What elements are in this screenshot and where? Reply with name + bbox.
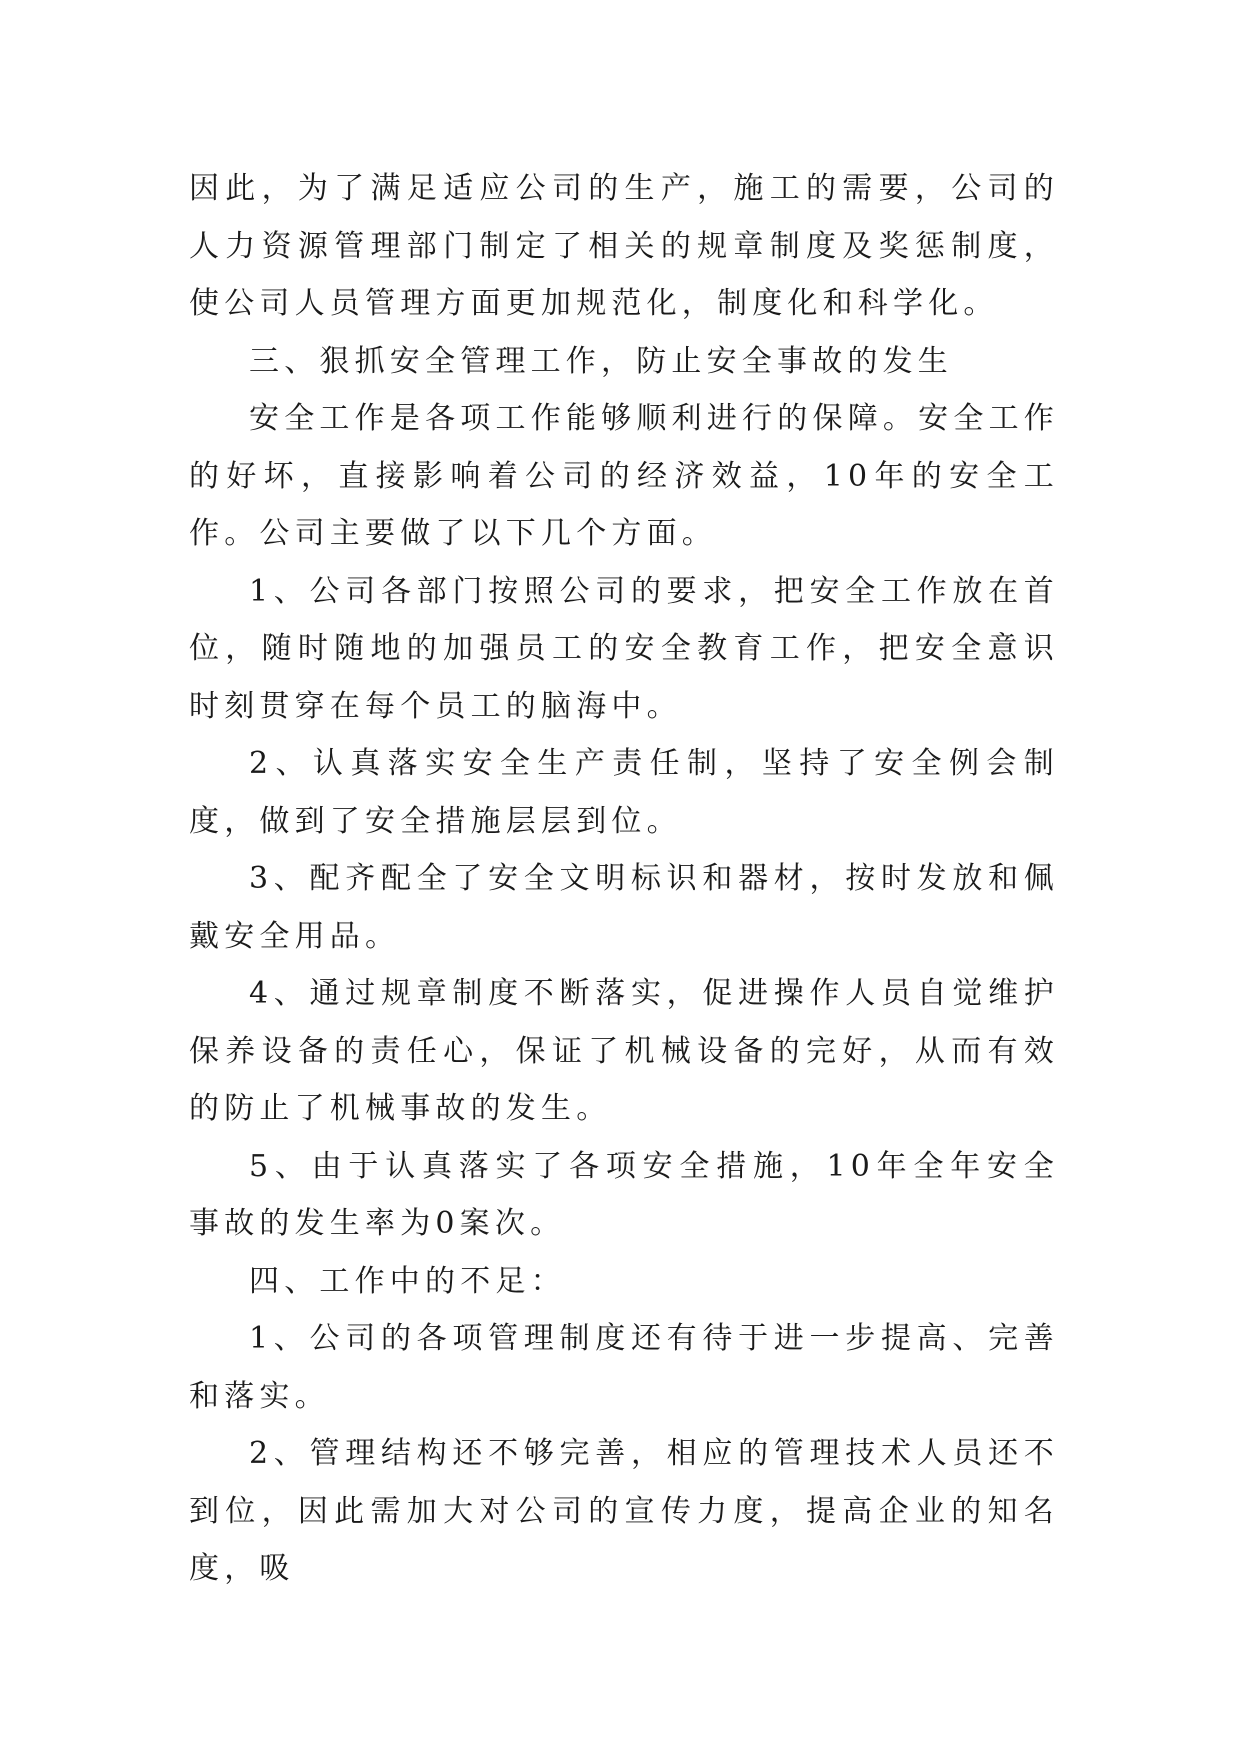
list-item-safety-5: 5、由于认真落实了各项安全措施，10年全年安全事故的发生率为0案次。 xyxy=(189,1148,1059,1241)
list-item-safety-4: 4、通过规章制度不断落实，促进操作人员自觉维护保养设备的责任心，保证了机械设备的完好，从而有效的防止了机械事故的发生。 xyxy=(189,976,1059,1126)
body-text xyxy=(189,160,1059,1598)
paragraph-hr-summary: 因此，为了满足适应公司的生产，施工的需要，公司的人力资源管理部门制定了相关的规章制度及奖惩制度，使公司人员管理方面更加规范化，制度化和科学化。 xyxy=(189,171,1059,321)
paragraph-safety-intro: 安全工作是各项工作能够顺利进行的保障。安全工作的好坏，直接影响着公司的经济效益，10年的安全工作。公司主要做了以下几个方面。 xyxy=(189,401,1059,551)
list-item-safety-2: 2、认真落实安全生产责任制，坚持了安全例会制度，做到了安全措施层层到位。 xyxy=(189,746,1059,839)
list-item-safety-3: 3、配齐配全了安全文明标识和器材，按时发放和佩戴安全用品。 xyxy=(189,861,1059,954)
list-item-shortcoming-2: 2、管理结构还不够完善，相应的管理技术人员还不到位，因此需加大对公司的宣传力度，提高企业的知名度，吸 xyxy=(189,1436,1059,1586)
section-heading-shortcomings: 四、工作中的不足： xyxy=(249,1263,566,1299)
list-item-safety-1: 1、公司各部门按照公司的要求，把安全工作放在首位，随时随地的加强员工的安全教育工作，把安全意识时刻贯穿在每个员工的脑海中。 xyxy=(189,573,1059,724)
section-heading-safety: 三、狠抓安全管理工作，防止安全事故的发生 xyxy=(249,343,953,379)
list-item-shortcoming-1: 1、公司的各项管理制度还有待于进一步提高、完善和落实。 xyxy=(189,1321,1059,1414)
